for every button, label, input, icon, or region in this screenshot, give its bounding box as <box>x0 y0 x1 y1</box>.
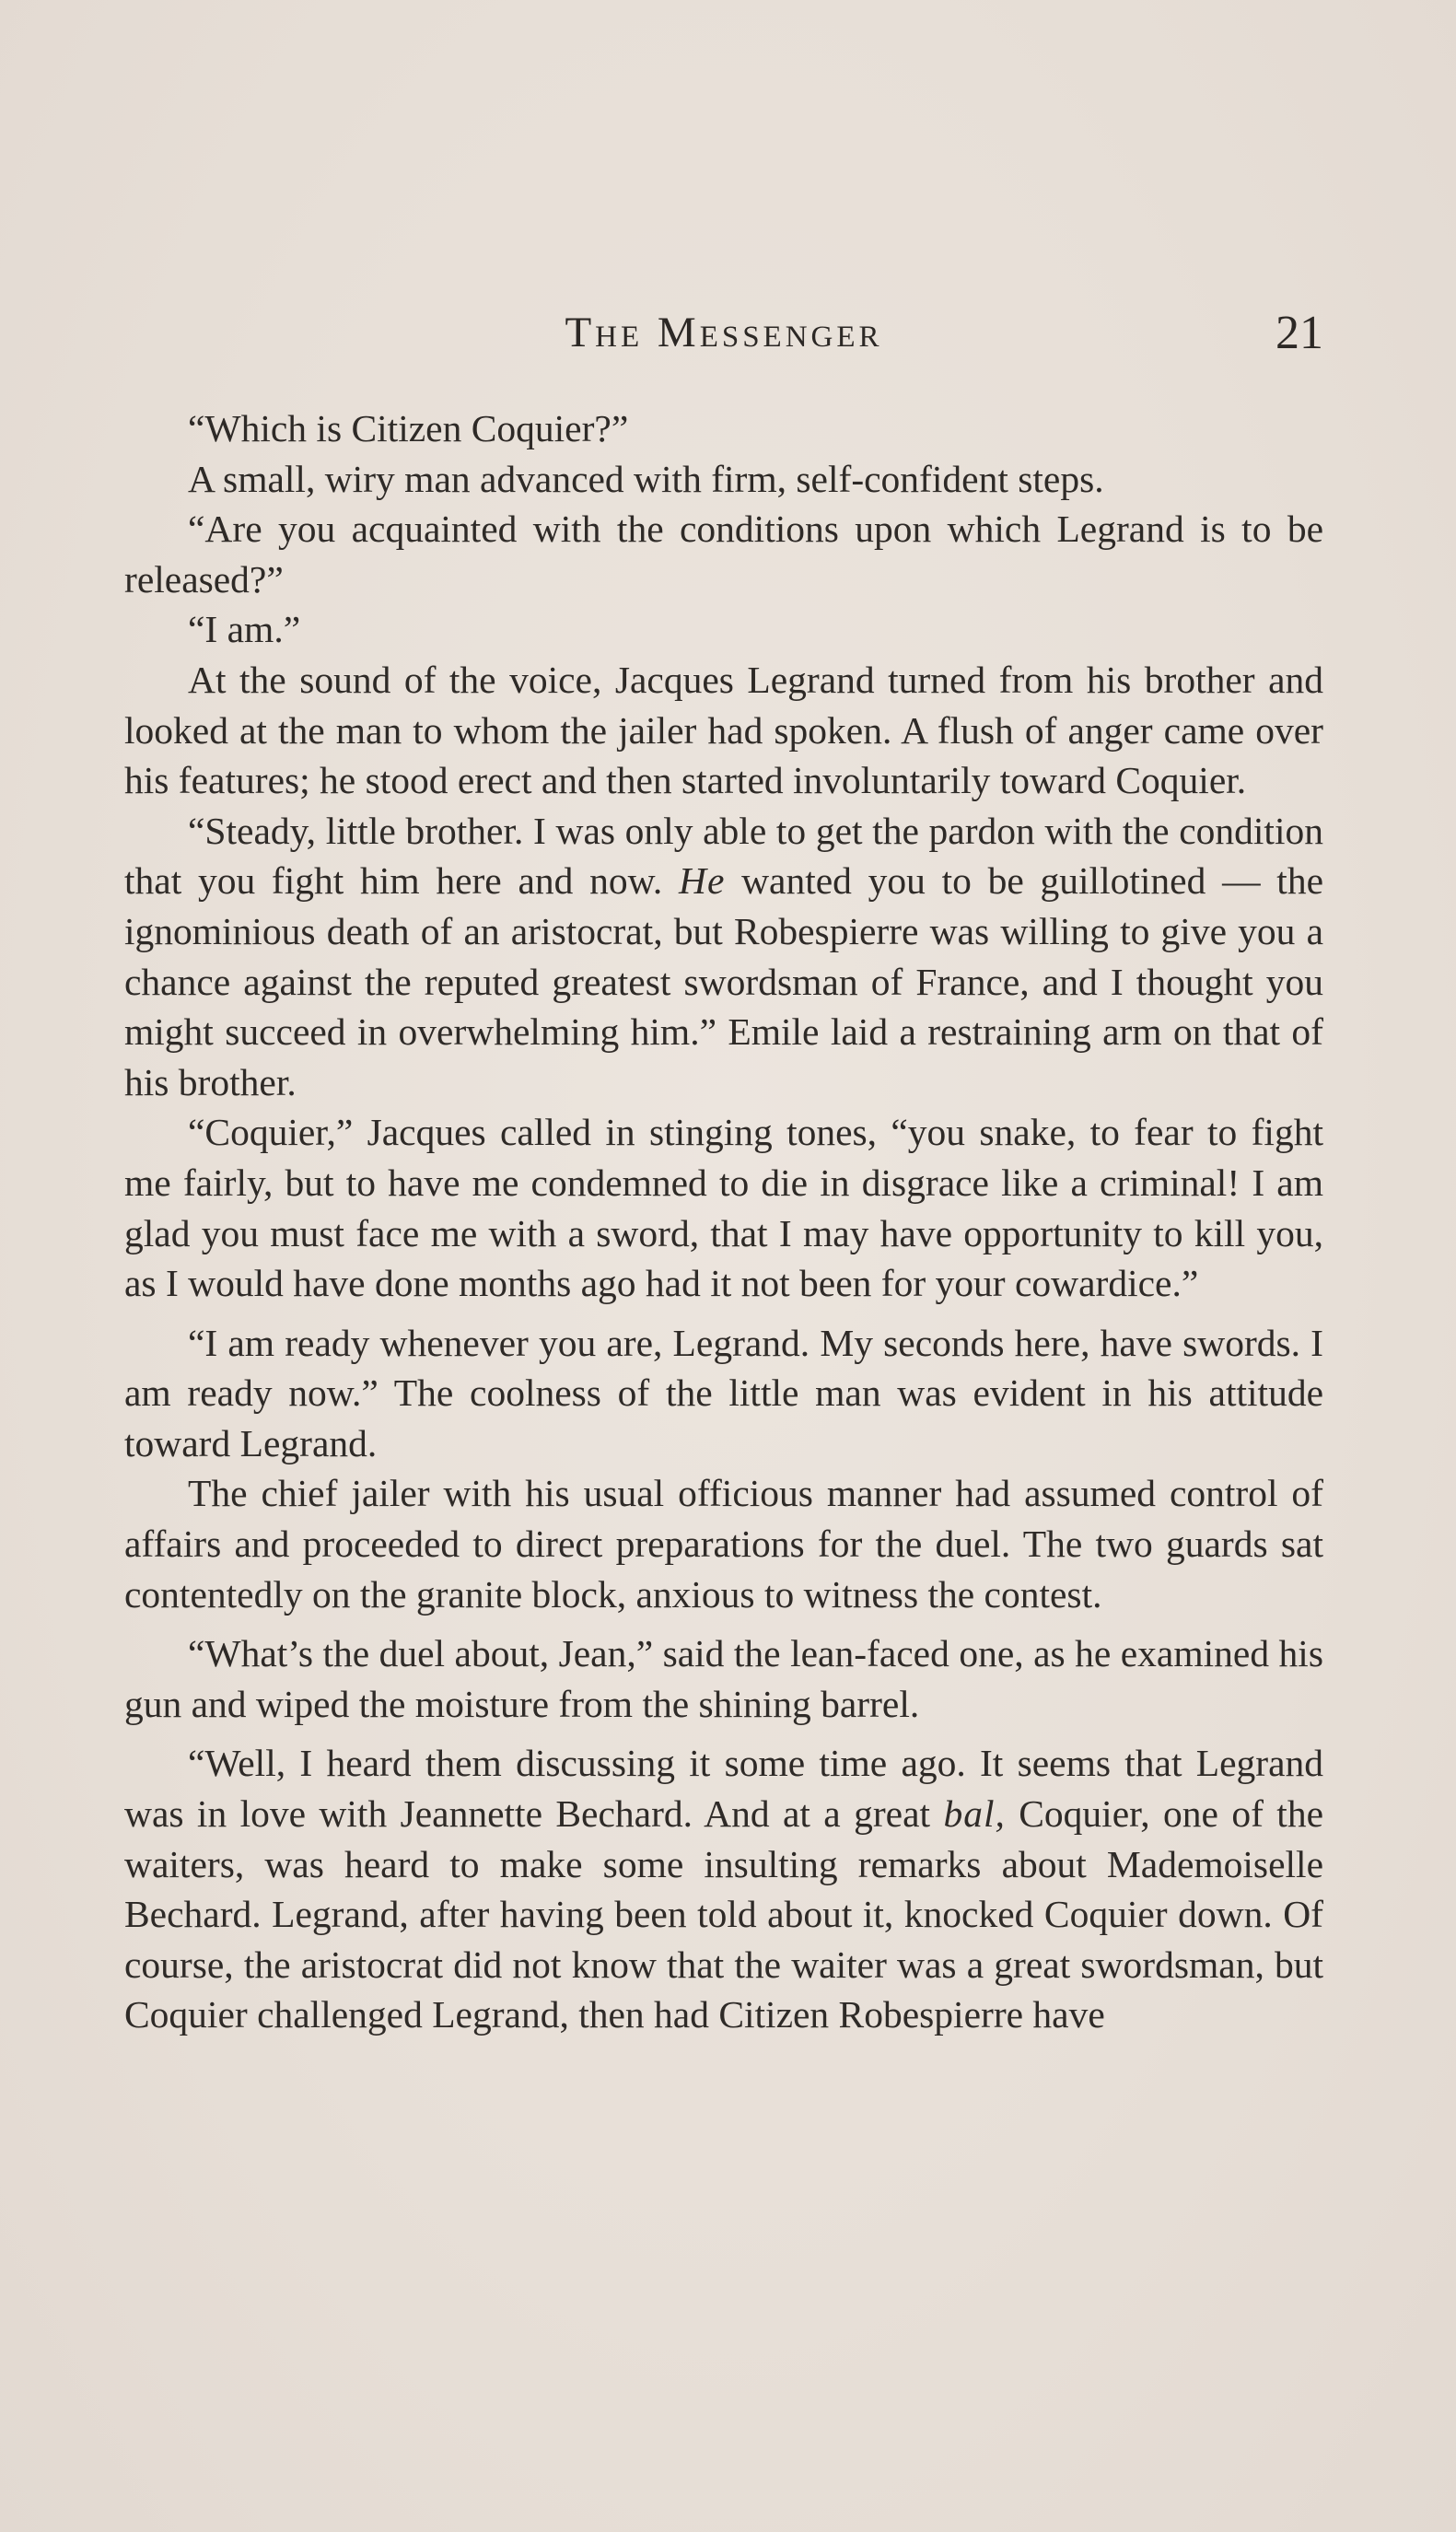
paragraph-9 <box>124 1468 1323 1619</box>
paragraph-8 <box>124 1318 1323 1469</box>
paragraph-3 <box>124 504 1323 604</box>
italic-word: He <box>678 859 726 903</box>
running-title: The Messenger <box>565 309 883 356</box>
paragraph-text: “Well, I heard them discussing it some time ago. It seems that Legrand was in love with Jeannette Bechard. And at a great <box>124 1742 1323 1836</box>
paragraph-11 <box>124 1738 1323 2040</box>
paragraph-text: “Are you acquainted with the conditions upon which Legrand is to be released?” <box>124 508 1323 601</box>
paragraph-text: “Which is Citizen Coquier?” <box>188 407 629 449</box>
page-number: 21 <box>1275 307 1323 359</box>
paragraph-text: “I am.” <box>188 608 301 651</box>
paragraph-text: The chief jailer with his usual officious manner had assumed control of affairs and proceeded to direct preparations for the duel. The two guards sat contentedly on the granite block, anxious to witness the contest. <box>124 1472 1323 1616</box>
paragraph-2 <box>124 454 1323 505</box>
page-header <box>124 308 1323 359</box>
paragraph-text: At the sound of the voice, Jacques Legrand turned from his brother and looked at the man to whom the jailer had spoken. A flush of anger came over his features; he stood erect and then started involuntarily toward Coquier. <box>124 658 1323 802</box>
paragraph-text: “I am ready whenever you are, Legrand. My seconds here, have swords. I am ready now.” The coolness of the little man was evident in his attitude toward Legrand. <box>124 1321 1323 1464</box>
paragraph-text: wanted you to be guillotined — the ignominious death of an aristocrat, but Robespierre was willing to give you a chance against the reputed greatest swordsman of France, and I thought you might succeed in overwhelming him.” Emile laid a restraining arm on that of his brother. <box>124 859 1323 1103</box>
paragraph-4 <box>124 604 1323 655</box>
paragraph-text: A small, wiry man advanced with firm, self-confident steps. <box>188 457 1104 500</box>
paragraph-5 <box>124 655 1323 806</box>
body-text <box>124 403 1323 2040</box>
paragraph-text: “Coquier,” Jacques called in stinging tones, “you snake, to fear to fight me fairly, but to have me condemned to die in disgrace like a criminal! I am glad you must face me with a sword, that I may have opportunity to kill you, as I would have done months ago had it not been for your cowardice.” <box>124 1111 1323 1305</box>
paragraph-1 <box>124 403 1323 454</box>
paragraph-text: Coquier, one of the waiters, was heard to make some insulting remarks about Mademoiselle Bechard. Legrand, after having been told about it, knocked Coquier down. Of course, the aristocrat did not know that the waiter was a great swordsman, but Coquier challenged Legrand, then had Citizen Robespierre have <box>124 1792 1323 2036</box>
paragraph-text: “What’s the duel about, Jean,” said the lean-faced one, as he examined his gun and wiped the moisture from the shining barrel. <box>124 1632 1323 1725</box>
paragraph-7 <box>124 1107 1323 1308</box>
paragraph-6 <box>124 806 1323 1108</box>
paragraph-text: “Steady, little brother. I was only able to get the pardon with the condition that you fight him here and now. <box>124 809 1323 903</box>
italic-word: bal, <box>943 1792 1006 1836</box>
paragraph-10 <box>124 1628 1323 1729</box>
